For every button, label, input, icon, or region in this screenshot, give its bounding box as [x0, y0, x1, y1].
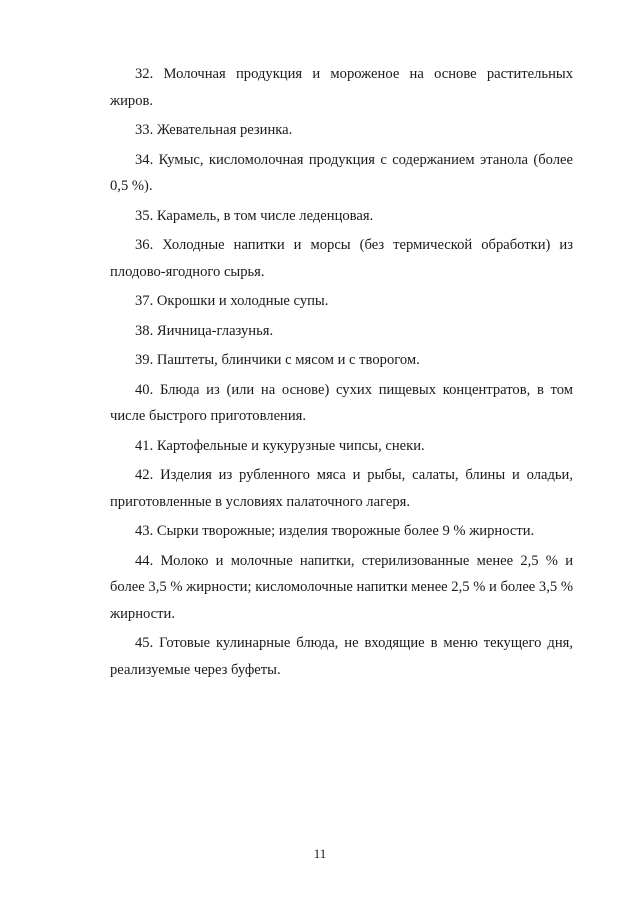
list-item: 43. Сырки творожные; изделия творожные более 9 % жирности. [135, 523, 535, 539]
list-item: 32. Молочная продукция и мороженое на основе растительных жиров. [110, 66, 573, 109]
list-item: 34. Кумыс, кисломолочная продукция с содержанием этанола (более 0,5 %). [110, 151, 573, 194]
list-item: 41. Картофельные и кукурузные чипсы, снеки. [135, 437, 425, 454]
prohibited-items-list [110, 61, 573, 686]
list-item: 40. Блюда из (или на основе) сухих пищевых концентратов, в том числе быстрого приготовления. [110, 381, 573, 424]
list-item: 33. Жевательная резинка. [135, 122, 293, 138]
list-item: 35. Карамель, в том числе леденцовая. [135, 207, 374, 224]
list-item: 37. Окрошки и холодные супы. [135, 293, 329, 309]
list-item: 45. Готовые кулинарные блюда, не входящие в меню текущего дня, реализуемые через буфеты. [110, 635, 573, 678]
list-item: 36. Холодные напитки и морсы (без термической обработки) из плодово-ягодного сырья. [110, 237, 573, 280]
list-item: 39. Паштеты, блинчики с мясом и с творогом. [135, 352, 420, 368]
list-item: 44. Молоко и молочные напитки, стерилизованные менее 2,5 % и более 3,5 % жирности; кисломолочные напитки менее 2,5 % и более 3,5 % жирности. [110, 552, 573, 622]
list-item: 42. Изделия из рубленного мяса и рыбы, салаты, блины и оладьи, приготовленные в условиях палаточного лагеря. [110, 467, 573, 510]
list-item: 38. Яичница-глазунья. [135, 322, 274, 339]
page-number: 11 [313, 846, 327, 861]
